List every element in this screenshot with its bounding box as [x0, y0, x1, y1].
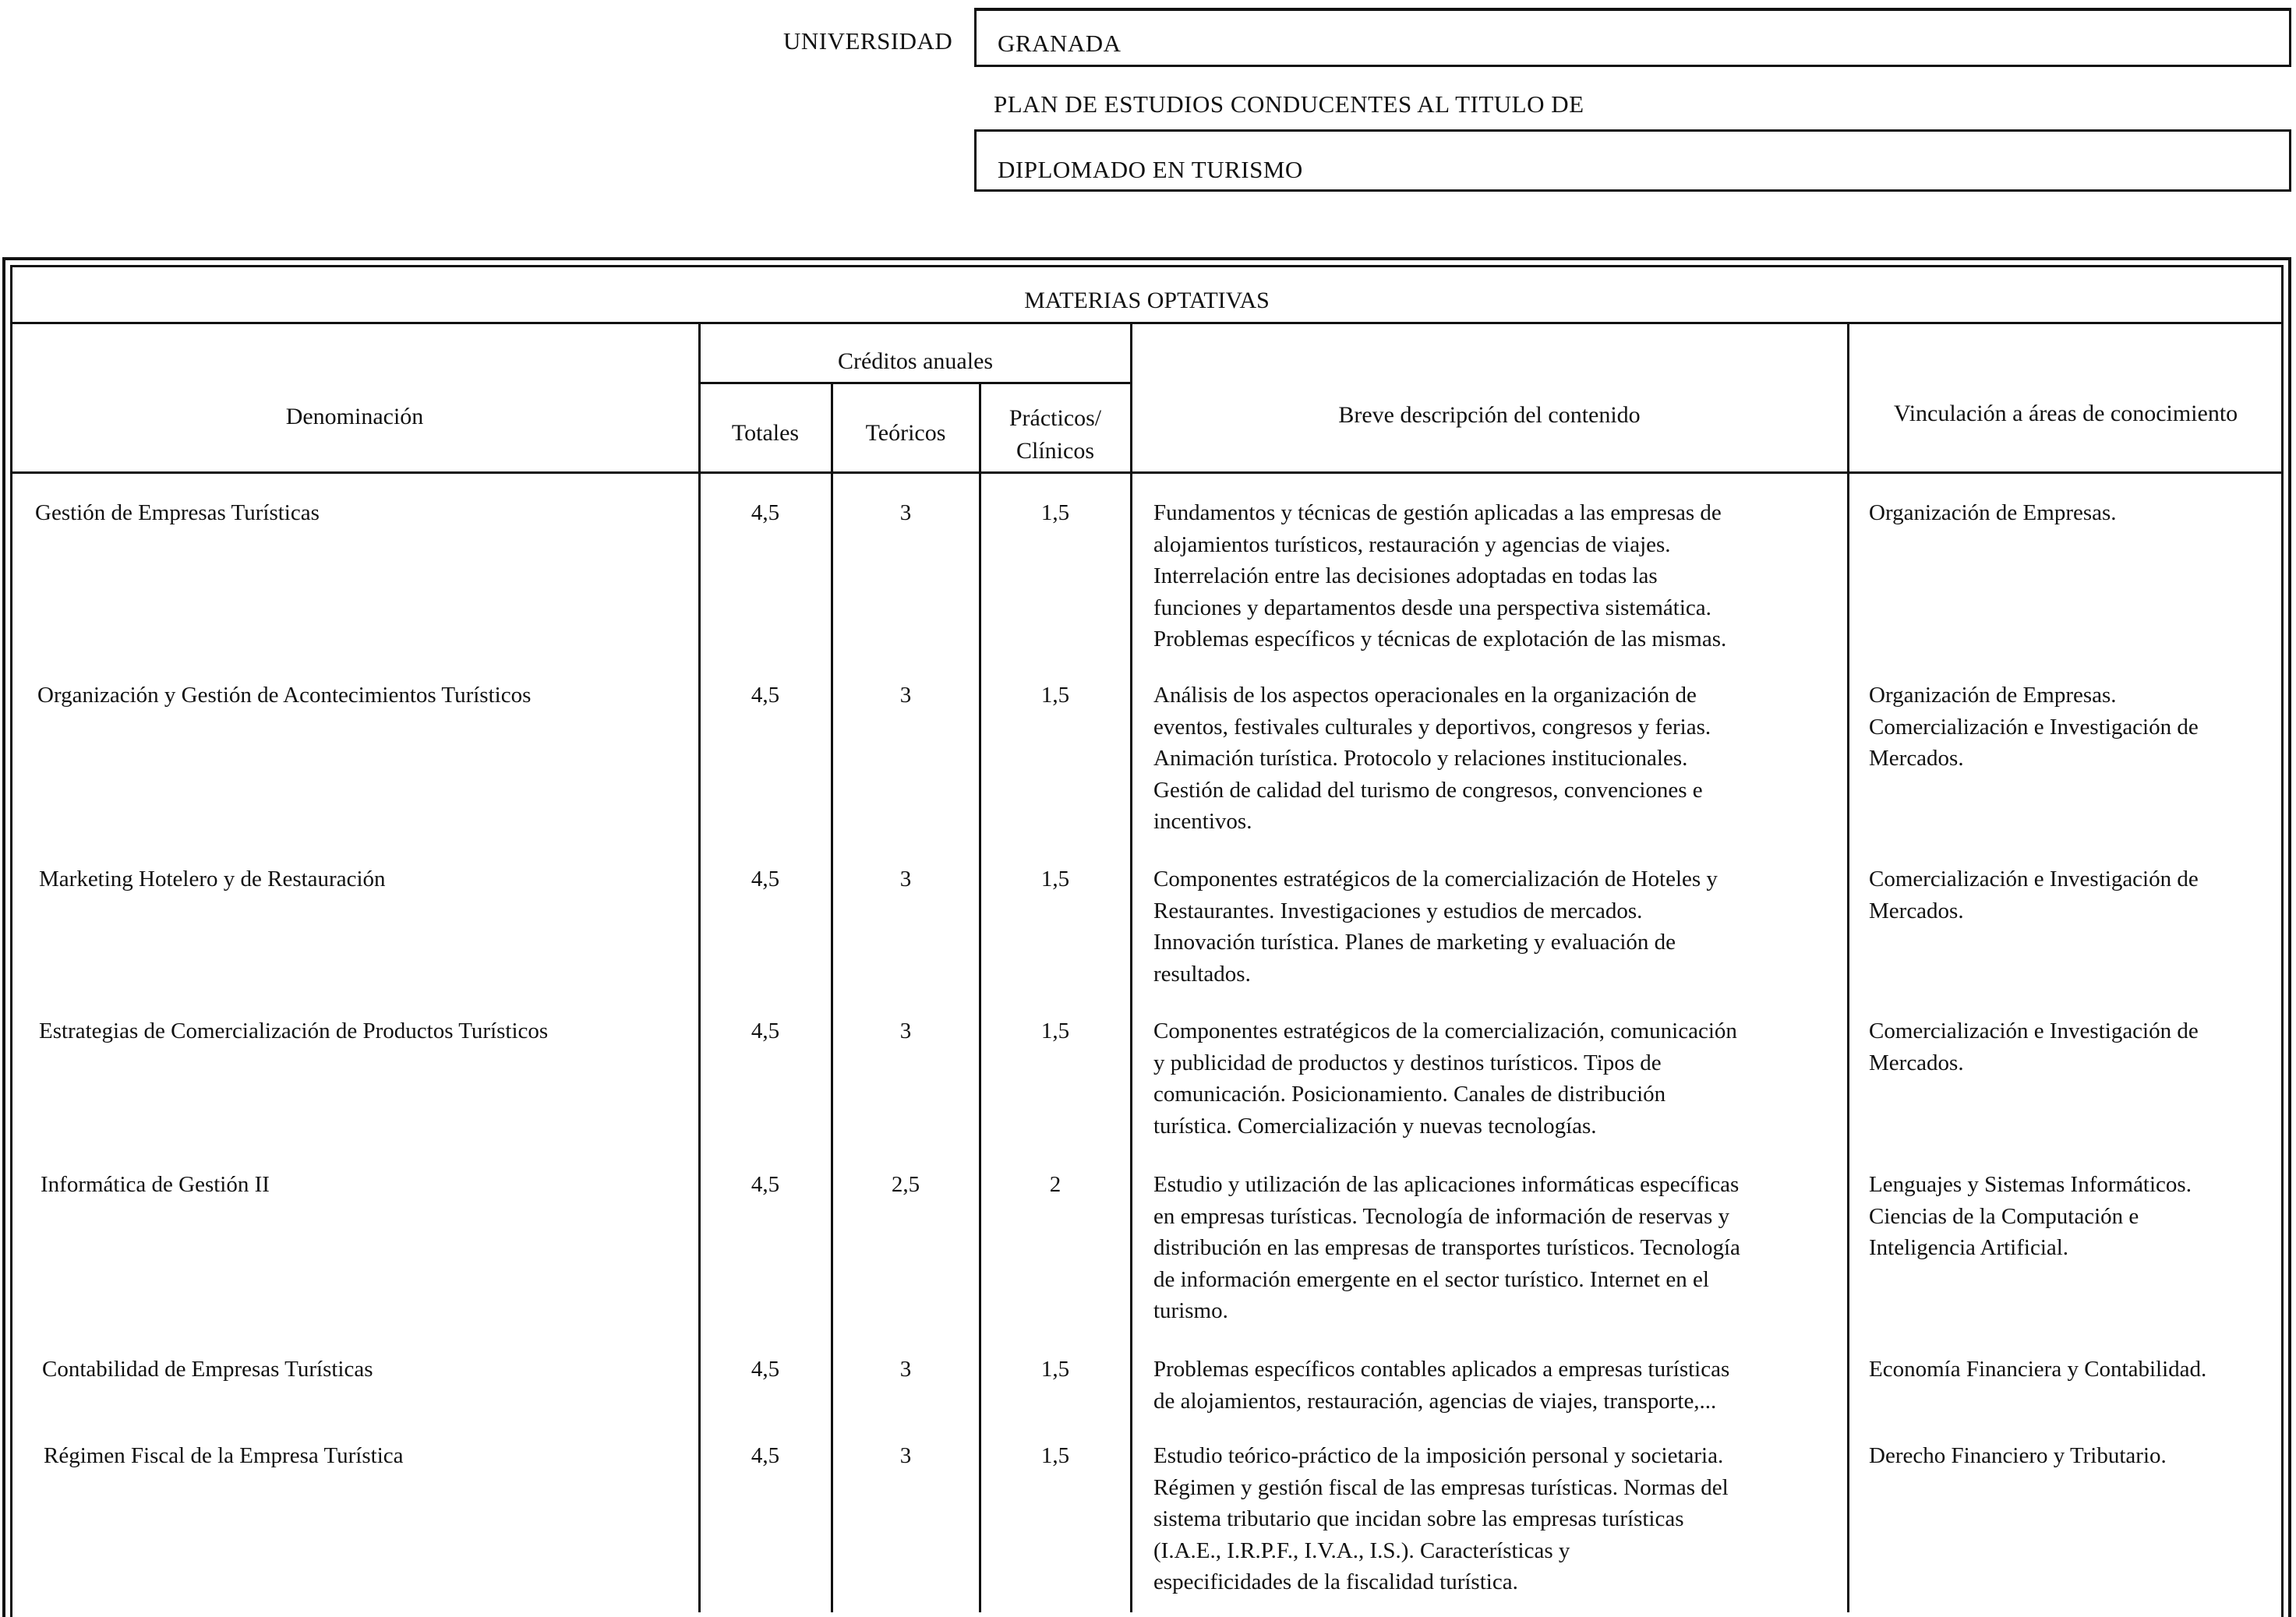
row-descripcion-line: en empresas turísticas. Tecnología de información de reservas y — [1153, 1203, 1730, 1229]
row-descripcion-line: Fundamentos y técnicas de gestión aplicadas a las empresas de — [1153, 500, 1722, 525]
universidad-box — [974, 8, 2291, 67]
header-bottom-divider — [10, 471, 2284, 474]
header-denominacion: Denominación — [285, 404, 424, 429]
column-divider-descripcion — [1847, 322, 1849, 1612]
plan-label: PLAN DE ESTUDIOS CONDUCENTES AL TITULO DE — [994, 90, 1584, 118]
row-descripcion-line: turística. Comercialización y nuevas tecnologías. — [1153, 1113, 1597, 1139]
table-frame-inner — [10, 265, 2284, 1617]
row-descripcion-line: comunicación. Posicionamiento. Canales de distribución — [1153, 1082, 1666, 1107]
row-vinculacion-line: Organización de Empresas. — [1869, 683, 2117, 708]
row-practicos: 1,5 — [1040, 1019, 1070, 1043]
row-descripcion-line: y publicidad de productos y destinos turísticos. Tipos de — [1153, 1050, 1662, 1075]
row-denominacion: Régimen Fiscal de la Empresa Turística — [44, 1443, 404, 1468]
row-teoricos: 2,5 — [891, 1172, 920, 1197]
row-descripcion-line: de alojamientos, restauración, agencias de viajes, transporte,... — [1153, 1388, 1717, 1414]
row-descripcion-line: (I.A.E., I.R.P.F., I.V.A., I.S.). Características y — [1153, 1538, 1570, 1563]
title-divider — [10, 322, 2284, 324]
row-practicos: 1,5 — [1040, 683, 1070, 708]
row-descripcion-line: Problemas específicos y técnicas de explotación de las mismas. — [1153, 627, 1727, 651]
row-descripcion-line: Estudio y utilización de las aplicaciones informáticas específicas — [1153, 1172, 1740, 1197]
row-vinculacion-line: Economía Financiera y Contabilidad. — [1869, 1357, 2207, 1382]
row-practicos: 1,5 — [1040, 500, 1070, 525]
table-title: MATERIAS OPTATIVAS — [1024, 288, 1270, 313]
row-descripcion-line: Estudio teórico-práctico de la imposición personal y societaria. — [1153, 1443, 1724, 1468]
credits-subheader-divider — [699, 382, 1132, 384]
row-totales: 4,5 — [751, 867, 780, 891]
row-vinculacion-line: Comercialización e Investigación de — [1869, 1019, 2199, 1043]
row-practicos: 1,5 — [1040, 1443, 1070, 1468]
row-practicos: 1,5 — [1040, 867, 1070, 891]
row-descripcion-line: resultados. — [1153, 961, 1251, 987]
row-teoricos: 3 — [899, 683, 912, 708]
row-vinculacion-line: Mercados. — [1869, 898, 1964, 923]
row-practicos: 2 — [1049, 1172, 1061, 1197]
row-teoricos: 3 — [899, 1357, 912, 1382]
row-vinculacion-line: Inteligencia Artificial. — [1869, 1235, 2069, 1260]
row-practicos: 1,5 — [1040, 1357, 1070, 1382]
row-teoricos: 3 — [899, 1019, 912, 1043]
row-descripcion-line: de información emergente en el sector turístico. Internet en el — [1153, 1266, 1709, 1292]
header-vinculacion: Vinculación a áreas de conocimiento — [1893, 401, 2238, 426]
header-creditos-anuales: Créditos anuales — [837, 348, 994, 374]
row-descripcion-line: distribución en las empresas de transportes turísticos. Tecnología — [1153, 1235, 1740, 1260]
row-denominacion: Informática de Gestión II — [41, 1172, 270, 1197]
row-vinculacion-line: Derecho Financiero y Tributario. — [1869, 1443, 2167, 1468]
universidad-label: UNIVERSIDAD — [783, 27, 953, 55]
row-descripcion-line: incentivos. — [1153, 809, 1252, 834]
row-descripcion-line: Régimen y gestión fiscal de las empresas turísticas. Normas del — [1153, 1474, 1729, 1500]
row-denominacion: Marketing Hotelero y de Restauración — [39, 867, 386, 891]
row-denominacion: Contabilidad de Empresas Turísticas — [42, 1357, 373, 1382]
degree-value: DIPLOMADO EN TURISMO — [998, 156, 1303, 183]
header-descripcion: Breve descripción del contenido — [1338, 402, 1641, 428]
row-vinculacion-line: Comercialización e Investigación de — [1869, 714, 2199, 740]
header-practicos-line1: Prácticos/ — [1008, 405, 1102, 431]
row-vinculacion-line: Comercialización e Investigación de — [1869, 867, 2199, 891]
row-denominacion: Estrategias de Comercialización de Productos Turísticos — [39, 1019, 549, 1043]
row-descripcion-line: eventos, festivales culturales y deportivos, congresos y ferias. — [1153, 714, 1711, 740]
row-denominacion: Gestión de Empresas Turísticas — [35, 500, 320, 525]
row-teoricos: 3 — [899, 1443, 912, 1468]
row-descripcion-line: Interrelación entre las decisiones adoptadas en todas las — [1153, 563, 1658, 588]
row-descripcion-line: Gestión de calidad del turismo de congresos, convenciones e — [1153, 777, 1703, 803]
row-descripcion-line: Componentes estratégicos de la comercialización, comunicación — [1153, 1019, 1737, 1043]
row-descripcion-line: especificidades de la fiscalidad turística. — [1153, 1569, 1518, 1594]
row-vinculacion-line: Organización de Empresas. — [1869, 500, 2117, 525]
row-descripcion-line: turismo. — [1153, 1298, 1228, 1323]
row-descripcion-line: Problemas específicos contables aplicados a empresas turísticas — [1153, 1357, 1730, 1382]
row-vinculacion-line: Mercados. — [1869, 746, 1964, 771]
row-descripcion-line: Animación turística. Protocolo y relaciones institucionales. — [1153, 746, 1688, 771]
row-teoricos: 3 — [899, 500, 912, 525]
row-totales: 4,5 — [751, 500, 780, 525]
row-descripcion-line: Componentes estratégicos de la comercialización de Hoteles y — [1153, 867, 1718, 891]
row-vinculacion-line: Lenguajes y Sistemas Informáticos. — [1869, 1172, 2192, 1197]
row-totales: 4,5 — [751, 1443, 780, 1468]
header-teoricos: Teóricos — [865, 420, 946, 446]
row-descripcion-line: alojamientos turísticos, restauración y agencias de viajes. — [1153, 531, 1671, 557]
row-descripcion-line: funciones y departamentos desde una perspectiva sistemática. — [1153, 595, 1711, 620]
header-practicos-line2: Clínicos — [1016, 438, 1094, 464]
row-descripcion-line: Innovación turística. Planes de marketing y evaluación de — [1153, 930, 1676, 955]
column-divider-teoricos — [979, 382, 981, 1612]
row-denominacion: Organización y Gestión de Acontecimientos Turísticos — [37, 683, 532, 708]
row-totales: 4,5 — [751, 1019, 780, 1043]
row-vinculacion-line: Mercados. — [1869, 1050, 1964, 1075]
row-teoricos: 3 — [899, 867, 912, 891]
universidad-value: GRANADA — [998, 30, 1122, 57]
row-descripcion-line: sistema tributario que incidan sobre las empresas turísticas — [1153, 1506, 1684, 1531]
row-descripcion-line: Restaurantes. Investigaciones y estudios de mercados. — [1153, 898, 1643, 923]
row-totales: 4,5 — [751, 1172, 780, 1197]
row-totales: 4,5 — [751, 683, 780, 708]
header-totales: Totales — [731, 420, 800, 446]
row-descripcion-line: Análisis de los aspectos operacionales en la organización de — [1153, 683, 1697, 708]
row-vinculacion-line: Ciencias de la Computación e — [1869, 1203, 2139, 1229]
column-divider-totales — [831, 382, 833, 1612]
row-totales: 4,5 — [751, 1357, 780, 1382]
